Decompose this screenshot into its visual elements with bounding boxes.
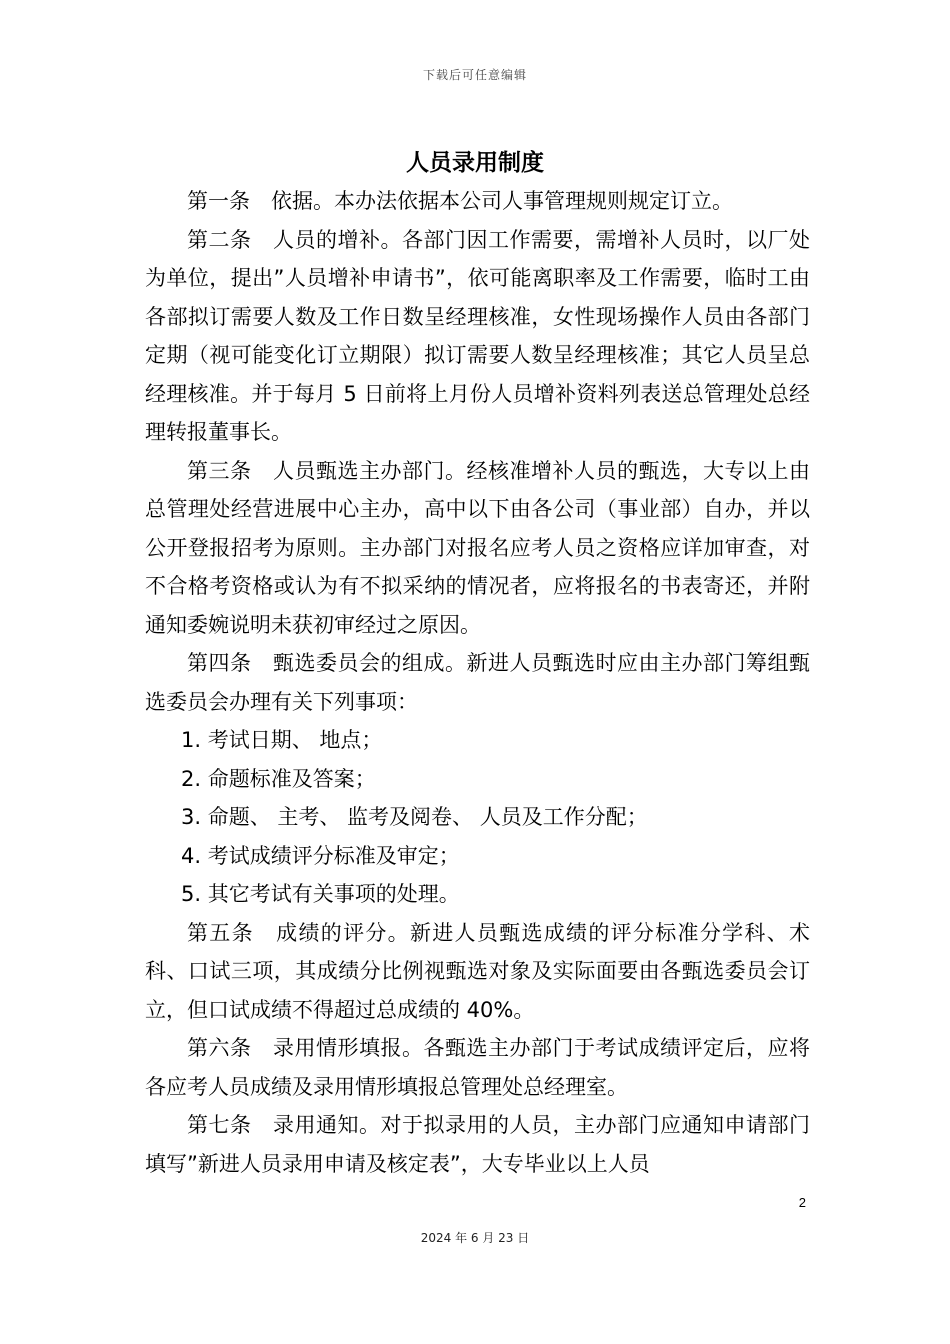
article-4-paragraph: 第四条 甄选委员会的组成。新进人员甄选时应由主办部门筹组甄选委员会办理有关下列事项： — [145, 651, 810, 714]
document-body — [145, 182, 810, 1183]
page-number: 2 — [798, 1195, 806, 1210]
list-item: 2. 命题标准及答案； — [181, 766, 376, 791]
article-3-paragraph: 第三条 人员甄选主办部门。经核准增补人员的甄选，大专以上由总管理处经营进展中心主办，高中以下由各公司（事业部）自办，并以公开登报招考为原则。主办部门对报名应考人员之资格应详加审查，对不合格考资格或认为有不拟采纳的情况者，应将报名的书表寄还，并附通知委婉说明未获初审经过之原因。 — [145, 458, 810, 637]
article-2-paragraph: 第二条 人员的增补。各部门因工作需要，需增补人员时，以厂处为单位，提出”人员增补申请书”，依可能离职率及工作需要，临时工由各部拟订需要人数及工作日数呈经理核准，女性现场操作人员由各部门定期（视可能变化订立期限）拟订需要人数呈经理核准；其它人员呈总经理核准。并于每月 5 日前将上月份人员增补资料列表送总管理处总经理转报董事长。 — [145, 227, 810, 444]
list-item: 3. 命题、 主考、 监考及阅卷、 人员及工作分配； — [181, 805, 648, 829]
article-6-paragraph: 第六条 录用情形填报。各甄选主办部门于考试成绩评定后，应将各应考人员成绩及录用情形填报总管理处总经理室。 — [145, 1036, 810, 1099]
header-note: 下载后可任意编辑 — [422, 68, 527, 82]
article-1-paragraph: 第一条 依据。本办法依据本公司人事管理规则规定订立。 — [187, 189, 733, 213]
article-7-paragraph: 第七条 录用通知。对于拟录用的人员，主办部门应通知申请部门填写”新进人员录用申请及核定表”，大专毕业以上人员 — [145, 1113, 810, 1176]
article-5-paragraph: 第五条 成绩的评分。新进人员甄选成绩的评分标准分学科、术科、口试三项，其成绩分比例视甄选对象及实际面要由各甄选委员会订立，但口试成绩不得超过总成绩的 40%。 — [145, 920, 810, 1022]
list-item: 1. 考试日期、 地点； — [181, 728, 383, 752]
footer-date: 2024 年 6 月 23 日 — [420, 1231, 530, 1245]
document-title: 人员录用制度 — [406, 150, 544, 176]
list-item: 5. 其它考试有关事项的处理。 — [181, 882, 460, 906]
list-item: 4. 考试成绩评分标准及审定； — [181, 843, 460, 868]
